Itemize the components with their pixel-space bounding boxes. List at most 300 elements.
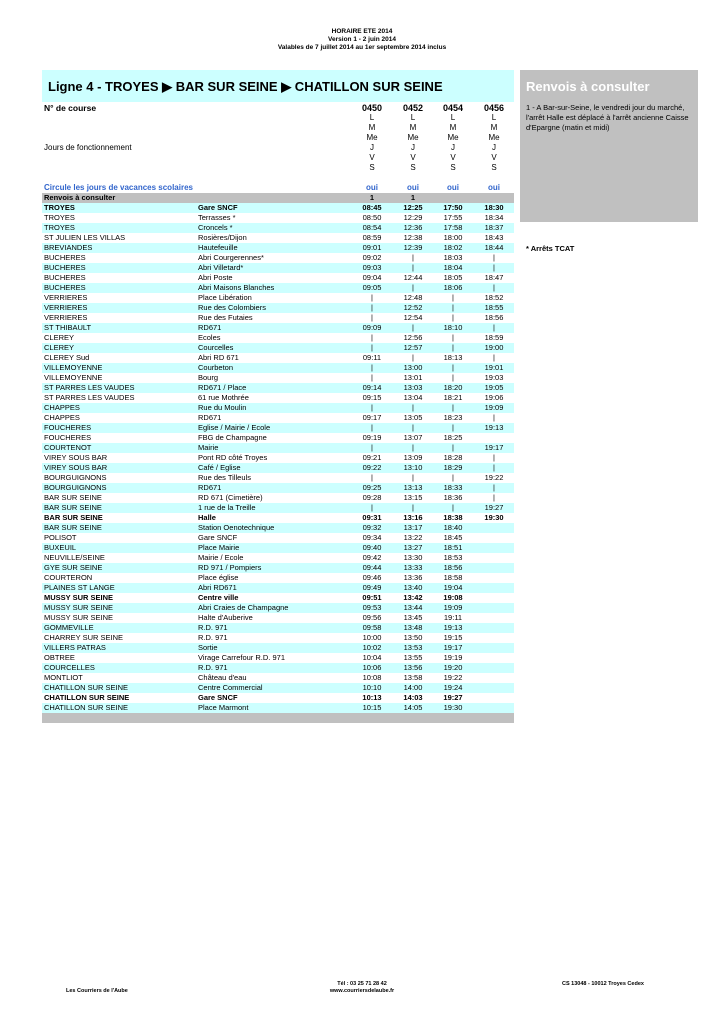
departure-time: 09:44 (362, 563, 382, 572)
stop-name: Abri Craies de Champagne (198, 603, 289, 612)
commune-name: BUCHERES (44, 263, 86, 272)
stop-name: Abri Courgerennes* (198, 253, 264, 262)
renvoi-note-tcat: * Arrêts TCAT (526, 244, 575, 253)
departure-time: 19:27 (443, 693, 463, 702)
renvoi-note-1: 1 - A Bar-sur-Seine, le vendredi jour du marché, l'arrêt Halle est déplacé à l'arrêt ancienne Caisse d'Epargne (matin et midi) (526, 103, 689, 132)
departure-time: 12:36 (403, 223, 423, 232)
footer-company: Les Courriers de l'Aube (66, 988, 128, 994)
commune-name: ST JULIEN LES VILLAS (44, 233, 126, 242)
departure-time: | (371, 293, 373, 302)
departure-time: 13:22 (403, 533, 423, 542)
departure-time: 09:46 (362, 573, 382, 582)
departure-time: 09:34 (362, 533, 382, 542)
departure-time: 13:27 (403, 543, 423, 552)
operating-day: S (491, 163, 497, 172)
departure-time: 19:03 (484, 373, 504, 382)
operating-day: L (491, 113, 497, 122)
departure-time: 12:39 (403, 243, 423, 252)
departure-time: 19:17 (484, 443, 504, 452)
departure-time: | (371, 403, 373, 412)
commune-name: BUCHERES (44, 283, 86, 292)
stop-name: Virage Carrefour R.D. 971 (198, 653, 285, 662)
stop-name: Abri RD671 (198, 583, 237, 592)
commune-name: CLEREY (44, 343, 75, 352)
commune-name: BUXEUIL (44, 543, 77, 552)
departure-time: 13:56 (403, 663, 423, 672)
departure-time: 10:13 (362, 693, 382, 702)
departure-time: 12:54 (403, 313, 423, 322)
departure-time: 08:54 (362, 223, 382, 232)
departure-time: 13:53 (403, 643, 423, 652)
stop-name: Rosières/Dijon (198, 233, 247, 242)
renvois-header (520, 70, 698, 102)
stop-name: RD671 (198, 483, 222, 492)
departure-time: 09:58 (362, 623, 382, 632)
departure-time: 08:45 (362, 203, 382, 212)
departure-time: | (412, 353, 414, 362)
departure-time: 13:03 (403, 383, 423, 392)
departure-time: 19:19 (443, 653, 463, 662)
departure-time: 18:53 (443, 553, 463, 562)
departure-time: 13:55 (403, 653, 423, 662)
commune-name: VERRIERES (44, 313, 88, 322)
stop-name: R.D. 971 (198, 633, 228, 642)
commune-name: ST THIBAULT (44, 323, 92, 332)
stop-name: Rue des Futaies (198, 313, 253, 322)
commune-name: MUSSY SUR SEINE (44, 613, 114, 622)
departure-time: | (371, 303, 373, 312)
operating-day: V (450, 153, 456, 162)
stop-name: Terrasses * (198, 213, 236, 222)
departure-time: | (412, 423, 414, 432)
departure-time: 13:45 (403, 613, 423, 622)
departure-time: 12:38 (403, 233, 423, 242)
operating-day: S (450, 163, 456, 172)
commune-name: BAR SUR SEINE (44, 503, 102, 512)
departure-time: 13:33 (403, 563, 423, 572)
commune-name: ST PARRES LES VAUDES (44, 383, 135, 392)
departure-time: | (452, 423, 454, 432)
departure-time: 18:59 (484, 333, 504, 342)
departure-time: 18:25 (443, 433, 463, 442)
stop-name: Café / Eglise (198, 463, 241, 472)
school-holidays-value: oui (447, 183, 459, 192)
departure-time: 09:53 (362, 603, 382, 612)
departure-time: | (493, 463, 495, 472)
departure-time: 09:15 (362, 393, 382, 402)
stop-name: RD 971 / Pompiers (198, 563, 262, 572)
stop-name: Halle (198, 513, 216, 522)
departure-time: 18:58 (443, 573, 463, 582)
departure-time: 08:59 (362, 233, 382, 242)
departure-time: 09:21 (362, 453, 382, 462)
commune-name: VILLERS PATRAS (44, 643, 106, 652)
departure-time: | (493, 283, 495, 292)
departure-time: | (371, 333, 373, 342)
departure-time: 09:28 (362, 493, 382, 502)
commune-name: VERRIERES (44, 303, 88, 312)
departure-time: 10:00 (362, 633, 382, 642)
course-number: 0456 (483, 103, 505, 113)
commune-name: COURCELLES (44, 663, 95, 672)
departure-time: 09:01 (362, 243, 382, 252)
departure-time: 12:25 (403, 203, 423, 212)
departure-time: 18:37 (484, 223, 504, 232)
stop-name: Mairie (198, 443, 219, 452)
departure-time: 19:22 (443, 673, 463, 682)
stop-name: Place église (198, 573, 239, 582)
departure-time: | (452, 503, 454, 512)
departure-time: 19:27 (484, 503, 504, 512)
commune-name: BAR SUR SEINE (44, 513, 103, 522)
stop-name: Gare SNCF (198, 533, 238, 542)
commune-name: CHARREY SUR SEINE (44, 633, 124, 642)
departure-time: 19:30 (484, 513, 504, 522)
departure-time: 18:23 (443, 413, 463, 422)
course-number: 0452 (402, 103, 424, 113)
departure-time: 18:13 (443, 353, 463, 362)
commune-name: COURTERON (44, 573, 93, 582)
departure-time: 19:11 (443, 613, 463, 622)
departure-time: 17:55 (443, 213, 463, 222)
departure-time: 18:44 (484, 243, 504, 252)
departure-time: | (452, 473, 454, 482)
departure-time: | (371, 503, 373, 512)
stop-name: Courbeton (198, 363, 234, 372)
departure-time: 14:00 (403, 683, 423, 692)
departure-time: 19:04 (443, 583, 463, 592)
operating-days-label: Jours de fonctionnement (44, 143, 132, 152)
departure-time: 19:13 (484, 423, 504, 432)
departure-time: 18:34 (484, 213, 504, 222)
departure-time: 09:31 (362, 513, 382, 522)
commune-name: MUSSY SUR SEINE (44, 593, 114, 602)
commune-name: BOURGUIGNONS (44, 473, 107, 482)
departure-time: 13:42 (403, 593, 423, 602)
departure-time: 19:09 (443, 603, 463, 612)
departure-time: 12:29 (403, 213, 423, 222)
commune-name: PLAINES ST LANGE (44, 583, 115, 592)
departure-time: 10:10 (362, 683, 382, 692)
departure-time: | (452, 443, 454, 452)
departure-time: | (493, 453, 495, 462)
stop-name: Gare SNCF (198, 203, 238, 212)
commune-name: BAR SUR SEINE (44, 493, 102, 502)
course-number-label: N° de course (44, 103, 97, 113)
operating-day: Me (407, 133, 419, 142)
footer-address: CS 13048 - 10012 Troyes Cedex (562, 981, 644, 987)
departure-time: | (412, 403, 414, 412)
stop-name: R.D. 971 (198, 663, 228, 672)
departure-time: | (371, 373, 373, 382)
departure-time: 08:50 (362, 213, 382, 222)
commune-name: VILLEMOYENNE (44, 373, 103, 382)
departure-time: 09:14 (362, 383, 382, 392)
course-number: 0454 (442, 103, 464, 113)
departure-time: 09:32 (362, 523, 382, 532)
departure-time: 13:04 (403, 393, 423, 402)
schedule-version: Version 1 - 2 juin 2014 (328, 36, 396, 43)
departure-time: 18:03 (443, 253, 463, 262)
commune-name: FOUCHERES (44, 423, 92, 432)
departure-time: 09:25 (362, 483, 382, 492)
departure-time: | (371, 363, 373, 372)
departure-time: 09:04 (362, 273, 382, 282)
stop-name: 1 rue de la Treille (198, 503, 256, 512)
commune-name: NEUVILLE/SEINE (44, 553, 105, 562)
operating-day: M (409, 123, 417, 132)
stop-name: Place Mairie (198, 543, 240, 552)
departure-time: | (452, 333, 454, 342)
departure-time: 19:17 (443, 643, 463, 652)
operating-day: V (491, 153, 497, 162)
commune-name: GOMMEVILLE (44, 623, 94, 632)
commune-name: VILLEMOYENNE (44, 363, 103, 372)
stop-name: Ecoles (198, 333, 221, 342)
departure-time: 13:00 (403, 363, 423, 372)
operating-day: S (369, 163, 375, 172)
renvois-row-value: 1 (369, 193, 375, 202)
operating-day: M (490, 123, 498, 132)
commune-name: CLEREY (44, 333, 75, 342)
stop-name: Courcelles (198, 343, 234, 352)
commune-name: CHAPPES (44, 413, 80, 422)
departure-time: | (412, 323, 414, 332)
departure-time: 10:02 (362, 643, 382, 652)
stop-name: RD671 / Place (198, 383, 247, 392)
stop-name: Hautefeuille (198, 243, 238, 252)
operating-day: L (450, 113, 456, 122)
departure-time: 13:10 (403, 463, 423, 472)
stop-name: Abri Villetard* (198, 263, 244, 272)
operating-day: L (410, 113, 416, 122)
departure-time: | (371, 343, 373, 352)
departure-time: 13:48 (403, 623, 423, 632)
footer-phone: Tél : 03 25 71 28 42 (337, 981, 387, 987)
departure-time: | (493, 413, 495, 422)
commune-name: VERRIERES (44, 293, 88, 302)
course-number: 0450 (361, 103, 383, 113)
departure-time: 13:07 (403, 433, 423, 442)
operating-day: S (410, 163, 416, 172)
departure-time: 13:40 (403, 583, 423, 592)
commune-name: CHAPPES (44, 403, 80, 412)
departure-time: 12:48 (403, 293, 423, 302)
departure-time: 12:44 (403, 273, 423, 282)
departure-time: 18:40 (443, 523, 463, 532)
operating-day: J (370, 143, 374, 152)
departure-time: 19:09 (484, 403, 504, 412)
departure-time: 18:02 (443, 243, 463, 252)
departure-time: 19:05 (484, 383, 504, 392)
stop-name: RD 671 (Cimetière) (198, 493, 263, 502)
departure-time: | (452, 373, 454, 382)
stop-name: Bourg (198, 373, 219, 382)
departure-time: | (412, 503, 414, 512)
departure-time: 09:56 (362, 613, 382, 622)
departure-time: 18:38 (443, 513, 463, 522)
stop-name: Abri RD 671 (198, 353, 239, 362)
departure-time: | (493, 483, 495, 492)
departure-time: 13:50 (403, 633, 423, 642)
stop-name: Pont RD côté Troyes (198, 453, 268, 462)
departure-time: | (412, 443, 414, 452)
departure-time: | (452, 303, 454, 312)
commune-name: TROYES (44, 213, 75, 222)
departure-time: 13:15 (403, 493, 423, 502)
line-title-bar (42, 70, 514, 102)
departure-time: | (452, 343, 454, 352)
departure-time: 18:00 (443, 233, 463, 242)
commune-name: MUSSY SUR SEINE (44, 603, 114, 612)
departure-time: 10:08 (362, 673, 382, 682)
stop-name: Château d'eau (198, 673, 247, 682)
stop-name: Place Libération (198, 293, 252, 302)
stop-name: FBG de Champagne (198, 433, 267, 442)
departure-time: 17:50 (443, 203, 463, 212)
departure-time: 09:05 (362, 283, 382, 292)
departure-time: | (412, 253, 414, 262)
departure-time: 18:51 (443, 543, 463, 552)
departure-time: 18:06 (443, 283, 463, 292)
departure-time: 19:00 (484, 343, 504, 352)
commune-name: COURTENOT (44, 443, 92, 452)
commune-name: VIREY SOUS BAR (44, 453, 108, 462)
commune-name: BUCHERES (44, 253, 86, 262)
commune-name: POLISOT (44, 533, 77, 542)
commune-name: BREVIANDES (44, 243, 93, 252)
departure-time: | (412, 473, 414, 482)
departure-time: 12:56 (403, 333, 423, 342)
departure-time: 18:33 (443, 483, 463, 492)
stop-name: Croncels * (198, 223, 233, 232)
departure-time: 13:17 (403, 523, 423, 532)
departure-time: | (493, 323, 495, 332)
departure-time: 10:04 (362, 653, 382, 662)
departure-time: | (371, 423, 373, 432)
departure-time: | (412, 263, 414, 272)
stop-name: Station Oenotechnique (198, 523, 275, 532)
departure-time: 10:06 (362, 663, 382, 672)
departure-time: | (371, 313, 373, 322)
departure-time: 18:52 (484, 293, 504, 302)
stop-name: Centre ville (198, 593, 239, 602)
school-holidays-value: oui (488, 183, 500, 192)
departure-time: 18:43 (484, 233, 504, 242)
departure-time: 18:21 (443, 393, 463, 402)
departure-time: 13:58 (403, 673, 423, 682)
stop-name: R.D. 971 (198, 623, 228, 632)
departure-time: 19:06 (484, 393, 504, 402)
departure-time: 13:36 (403, 573, 423, 582)
departure-time: 18:56 (443, 563, 463, 572)
commune-name: BUCHERES (44, 273, 86, 282)
operating-day: L (369, 113, 375, 122)
departure-time: 19:01 (484, 363, 504, 372)
stop-name: RD671 (198, 413, 222, 422)
commune-name: TROYES (44, 203, 75, 212)
commune-name: CLEREY Sud (44, 353, 90, 362)
departure-time: 19:24 (443, 683, 463, 692)
commune-name: OBTREE (44, 653, 75, 662)
departure-time: 12:52 (403, 303, 423, 312)
departure-time: 13:05 (403, 413, 423, 422)
operating-day: J (451, 143, 455, 152)
departure-time: 09:22 (362, 463, 382, 472)
departure-time: 18:20 (443, 383, 463, 392)
departure-time: 12:57 (403, 343, 423, 352)
departure-time: 09:03 (362, 263, 382, 272)
school-holidays-value: oui (366, 183, 378, 192)
operating-day: Me (488, 133, 500, 142)
stop-name: Mairie / Ecole (198, 553, 244, 562)
stop-name: Gare SNCF (198, 693, 238, 702)
departure-time: 13:01 (403, 373, 423, 382)
renvois-row-label: Renvois à consulter (44, 193, 116, 202)
departure-time: 09:40 (362, 543, 382, 552)
departure-time: 18:29 (443, 463, 463, 472)
commune-name: GYE SUR SEINE (44, 563, 103, 572)
school-holidays-value: oui (407, 183, 419, 192)
departure-time: 18:45 (443, 533, 463, 542)
departure-time: | (493, 493, 495, 502)
departure-time: 18:47 (484, 273, 504, 282)
departure-time: 18:36 (443, 493, 463, 502)
departure-time: 19:22 (484, 473, 504, 482)
schedule-validity: Valables de 7 juillet 2014 au 1er septembre 2014 inclus (277, 44, 447, 51)
operating-day: J (492, 143, 496, 152)
departure-time: 09:17 (362, 413, 382, 422)
departure-time: | (452, 363, 454, 372)
departure-time: 18:30 (484, 203, 504, 212)
departure-time: 09:49 (362, 583, 382, 592)
departure-time: | (493, 263, 495, 272)
departure-time: | (371, 473, 373, 482)
departure-time: 14:05 (403, 703, 423, 712)
departure-time: 09:19 (362, 433, 382, 442)
commune-name: BOURGUIGNONS (44, 483, 107, 492)
stop-name: Rue des Colombiers (198, 303, 266, 312)
departure-time: | (452, 313, 454, 322)
operating-day: M (368, 123, 376, 132)
stop-name: Place Marmont (198, 703, 249, 712)
stop-name: Rue des Tilleuls (198, 473, 251, 482)
departure-time: 18:56 (484, 313, 504, 322)
commune-name: BAR SUR SEINE (44, 523, 102, 532)
commune-name: FOUCHERES (44, 433, 92, 442)
line-title: Ligne 4 - TROYES ▶ BAR SUR SEINE ▶ CHATILLON SUR SEINE (48, 79, 443, 94)
operating-day: V (410, 153, 416, 162)
departure-time: | (493, 253, 495, 262)
departure-time: 19:13 (443, 623, 463, 632)
operating-day: Me (447, 133, 459, 142)
stop-name: Sortie (198, 643, 218, 652)
departure-time: 09:09 (362, 323, 382, 332)
departure-time: 18:04 (443, 263, 463, 272)
departure-time: 18:28 (443, 453, 463, 462)
stop-name: 61 rue Mothrée (198, 393, 249, 402)
departure-time: 19:15 (443, 633, 463, 642)
departure-time: 09:51 (362, 593, 382, 602)
departure-time: 09:42 (362, 553, 382, 562)
stop-name: RD671 (198, 323, 222, 332)
renvois-row-value: 1 (410, 193, 416, 202)
operating-day: M (449, 123, 457, 132)
commune-name: CHATILLON SUR SEINE (44, 703, 129, 712)
commune-name: CHATILLON SUR SEINE (44, 693, 130, 702)
departure-time: | (371, 443, 373, 452)
operating-day: Me (366, 133, 378, 142)
